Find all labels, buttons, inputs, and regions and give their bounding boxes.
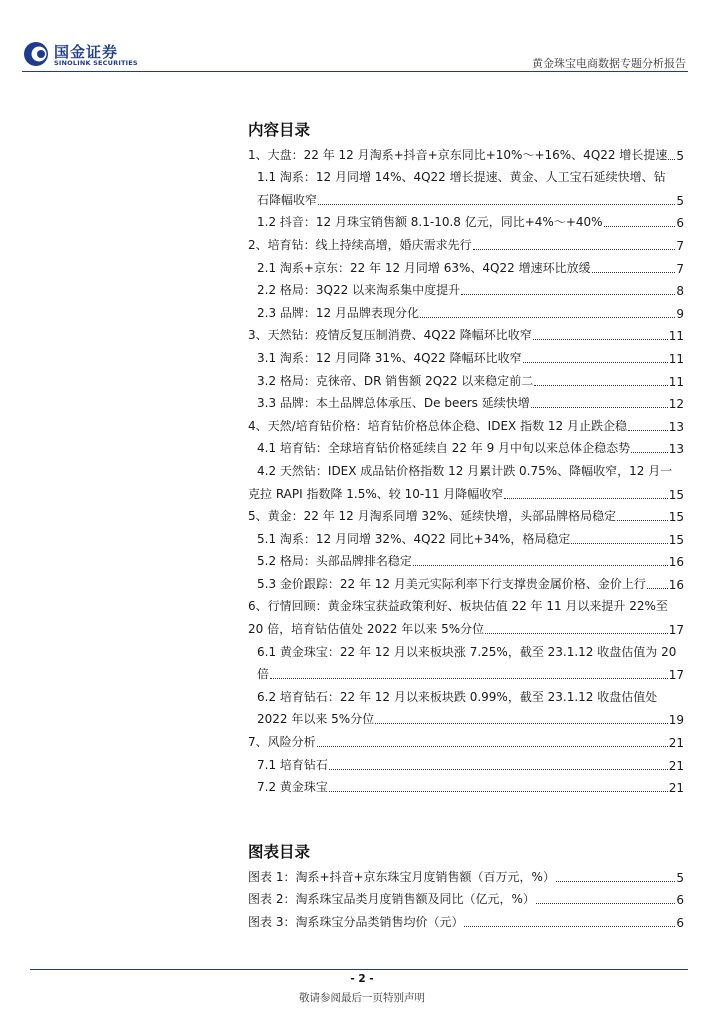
figure-entry-page: 5: [676, 870, 684, 885]
figure-entry-text: 图表 2：淘系珠宝品类月度销售额及同比（亿元，%）: [248, 892, 535, 907]
toc-leader: [485, 633, 668, 634]
toc-leader: [329, 769, 668, 770]
report-title: 黄金珠宝电商数据专题分析报告: [532, 57, 686, 70]
toc-entry-text: 5.2 格局：头部品牌排名稳定: [257, 554, 412, 569]
toc-entry-page: 7: [676, 261, 684, 276]
toc-entry-text: 4.1 培育钻：全球培育钻价格延续自 22 年 9 月中旬以来总体企稳态势: [257, 441, 631, 456]
toc-entry[interactable]: [248, 456, 684, 479]
toc-leader: [631, 452, 668, 453]
toc-entry[interactable]: [248, 253, 684, 276]
toc-leader: [571, 543, 667, 544]
toc-entry[interactable]: [248, 140, 684, 163]
toc-leader: [473, 249, 676, 250]
toc-entry[interactable]: [248, 727, 684, 750]
toc-entry-page: 11: [668, 329, 684, 344]
toc-entry[interactable]: [248, 479, 684, 502]
toc-entry-page: 15: [668, 532, 684, 547]
toc-entry[interactable]: [248, 614, 684, 637]
figures-title: 图表目录: [248, 843, 311, 861]
logo-chinese-name: 国金证券: [54, 43, 119, 61]
toc-entry-text: 5、黄金：22 年 12 月淘系同增 32%、延续快增，头部品牌格局稳定: [248, 509, 617, 524]
toc-entry-text: 2、培育钻：线上持续高增，婚庆需求先行: [248, 237, 472, 252]
toc-entry-text: 1.2 抖音：12 月珠宝销售额 8.1-10.8 亿元，同比+4%～+40%: [257, 215, 603, 230]
toc-entry[interactable]: [248, 434, 684, 457]
toc-leader: [531, 407, 668, 408]
toc-entry-text: 石降幅收窄: [257, 192, 318, 207]
toc-leader: [534, 385, 667, 386]
figure-entry-page: 6: [676, 893, 684, 908]
toc-entry-text: 5.1 淘系：12 月同增 32%、4Q22 同比+34%，格局稳定: [257, 531, 571, 546]
page-number: - 2 -: [350, 973, 374, 985]
toc-leader: [536, 903, 676, 904]
company-logo: [22, 40, 142, 70]
toc-entry-page: 11: [668, 374, 684, 389]
toc-entry-page: 12: [668, 397, 684, 412]
toc-leader: [556, 881, 675, 882]
footer-divider: [30, 969, 688, 970]
toc-entry-text: 5.3 金价跟踪：22 年 12 月美元实际利率下行支撑贵金属价格、金价上行: [257, 576, 646, 591]
toc-leader: [604, 226, 676, 227]
toc-leader: [592, 272, 676, 273]
toc-leader: [668, 159, 675, 160]
toc-entry-text: 7.1 培育钻石: [257, 757, 328, 772]
toc-entry-text: 3.3 品牌：本土品牌总体承压、De beers 延续快增: [257, 396, 530, 411]
toc-entry[interactable]: [248, 660, 684, 683]
toc-entry-page: 17: [668, 668, 684, 683]
toc-entry-text: 2.2 格局：3Q22 以来淘系集中度提升: [257, 283, 461, 298]
toc-entry[interactable]: [248, 637, 684, 660]
toc-entry[interactable]: [248, 321, 684, 344]
toc-leader: [318, 204, 675, 205]
toc-leader: [329, 791, 668, 792]
toc-entry-page: 21: [668, 758, 684, 773]
figure-entry-page: 6: [676, 915, 684, 930]
toc-leader: [628, 430, 668, 431]
toc-entry-page: 15: [668, 510, 684, 525]
toc-leader: [647, 588, 668, 589]
toc-entry[interactable]: [248, 750, 684, 773]
toc-entry-page: 13: [668, 442, 684, 457]
figure-entry-text: 图表 3：淘系珠宝分品类销售均价（元）: [248, 914, 464, 929]
toc-entry-text: 1、大盘：22 年 12 月淘系+抖音+京东同比+10%～+16%、4Q22 增长提速: [248, 147, 668, 162]
toc-entry-text: 倍: [257, 667, 270, 682]
toc-entry-page: 21: [668, 736, 684, 751]
logo-english-name: SINOLINK SECURITIES: [54, 59, 138, 67]
toc-entry-page: 15: [668, 487, 684, 502]
toc-leader: [464, 926, 675, 927]
toc-entry[interactable]: [248, 524, 684, 547]
toc-leader: [461, 294, 675, 295]
toc-entry[interactable]: [248, 366, 684, 389]
toc-entry-page: 8: [676, 284, 684, 299]
toc-entry[interactable]: [248, 682, 684, 705]
toc-leader: [413, 565, 668, 566]
toc-entry-text: 2.1 淘系+京东：22 年 12 月同增 63%、4Q22 增速环比放缓: [257, 260, 591, 275]
toc-entry-text: 7、风险分析: [248, 735, 316, 750]
toc-leader: [420, 317, 675, 318]
toc-entry-text: 克拉 RAPI 指数降 1.5%、较 10-11 月降幅收窄: [248, 486, 504, 501]
toc-entry-text: 4.2 天然钻：IDEX 成品钻价格指数 12 月累计跌 0.75%、降幅收窄，12 月一: [257, 463, 673, 478]
toc-entry[interactable]: [248, 298, 684, 321]
toc-entry-text: 3.1 淘系：12 月同降 31%、4Q22 降幅环比收窄: [257, 350, 522, 365]
toc-entry-page: 16: [668, 577, 684, 592]
toc-leader: [270, 678, 668, 679]
toc-entry-page: 6: [676, 216, 684, 231]
toc-leader: [617, 520, 668, 521]
toc-entry-page: 13: [668, 419, 684, 434]
toc-entry-text: 7.2 黄金珠宝: [257, 780, 328, 795]
toc-entry-text: 6.2 培育钻石：22 年 12 月以来板块跌 0.99%，截至 23.1.12 收盘估值处: [257, 689, 658, 704]
disclaimer-note: 敬请参阅最后一页特别声明: [299, 992, 425, 1004]
toc-entry[interactable]: [248, 208, 684, 231]
toc-title: 内容目录: [248, 121, 311, 139]
toc-entry[interactable]: [248, 276, 684, 299]
toc-leader: [523, 362, 668, 363]
toc-entry-page: 19: [668, 713, 684, 728]
toc-entry-text: 20 倍，培育钻估值处 2022 年以来 5%分位: [248, 622, 485, 637]
toc-entry[interactable]: [248, 705, 684, 728]
toc-leader: [375, 723, 668, 724]
toc-entry-page: 17: [668, 623, 684, 638]
toc-entry-text: 1.1 淘系：12 月同增 14%、4Q22 增长提速、黄金、人工宝石延续快增、钻: [257, 170, 666, 185]
toc-entry-text: 2022 年以来 5%分位: [257, 712, 375, 727]
toc-leader: [533, 339, 668, 340]
toc-entry[interactable]: [248, 502, 684, 525]
figure-entry[interactable]: [248, 907, 684, 930]
toc-entry[interactable]: [248, 411, 684, 434]
figure-entry-text: 图表 1：淘系+抖音+京东珠宝月度销售额（百万元，%）: [248, 869, 555, 884]
toc-entry-text: 3.2 格局：克徕帝、DR 销售额 2Q22 以来稳定前二: [257, 373, 534, 388]
toc-entry[interactable]: [248, 547, 684, 570]
toc-entry-page: 11: [668, 351, 684, 366]
toc-entry-page: 21: [668, 781, 684, 796]
figures-list: [248, 862, 684, 930]
toc-entry[interactable]: [248, 773, 684, 796]
toc-leader: [317, 746, 668, 747]
toc-entry-page: 16: [668, 555, 684, 570]
toc-entry-text: 6、行情回顾：黄金珠宝获益政策利好、板块估值 22 年 11 月以来提升 22%至: [248, 599, 668, 614]
toc-entry-page: 9: [676, 306, 684, 321]
toc-entry[interactable]: [248, 569, 684, 592]
toc-entry[interactable]: [248, 230, 684, 253]
toc-entry[interactable]: [248, 185, 684, 208]
toc-entry-page: 7: [676, 238, 684, 253]
toc-list: [248, 140, 684, 795]
toc-entry-text: 3、天然钻：疫情反复压制消费、4Q22 降幅环比收窄: [248, 328, 532, 343]
header-divider: [22, 71, 688, 72]
toc-entry-text: 6.1 黄金珠宝：22 年 12 月以来板块涨 7.25%，截至 23.1.12 收盘估值为 20: [257, 644, 677, 659]
sinolink-logo-icon: [22, 40, 50, 68]
toc-entry[interactable]: [248, 163, 684, 186]
toc-entry-text: 2.3 品牌：12 月品牌表现分化: [257, 305, 419, 320]
toc-entry-page: 5: [676, 193, 684, 208]
toc-entry-page: 5: [676, 148, 684, 163]
toc-entry[interactable]: [248, 389, 684, 412]
toc-entry-text: 4、天然/培育钻价格：培育钻价格总体企稳、IDEX 指数 12 月止跌企稳: [248, 418, 627, 433]
figure-entry[interactable]: [248, 885, 684, 908]
toc-leader: [504, 498, 667, 499]
toc-entry[interactable]: [248, 343, 684, 366]
figure-entry[interactable]: [248, 862, 684, 885]
toc-entry[interactable]: [248, 592, 684, 615]
